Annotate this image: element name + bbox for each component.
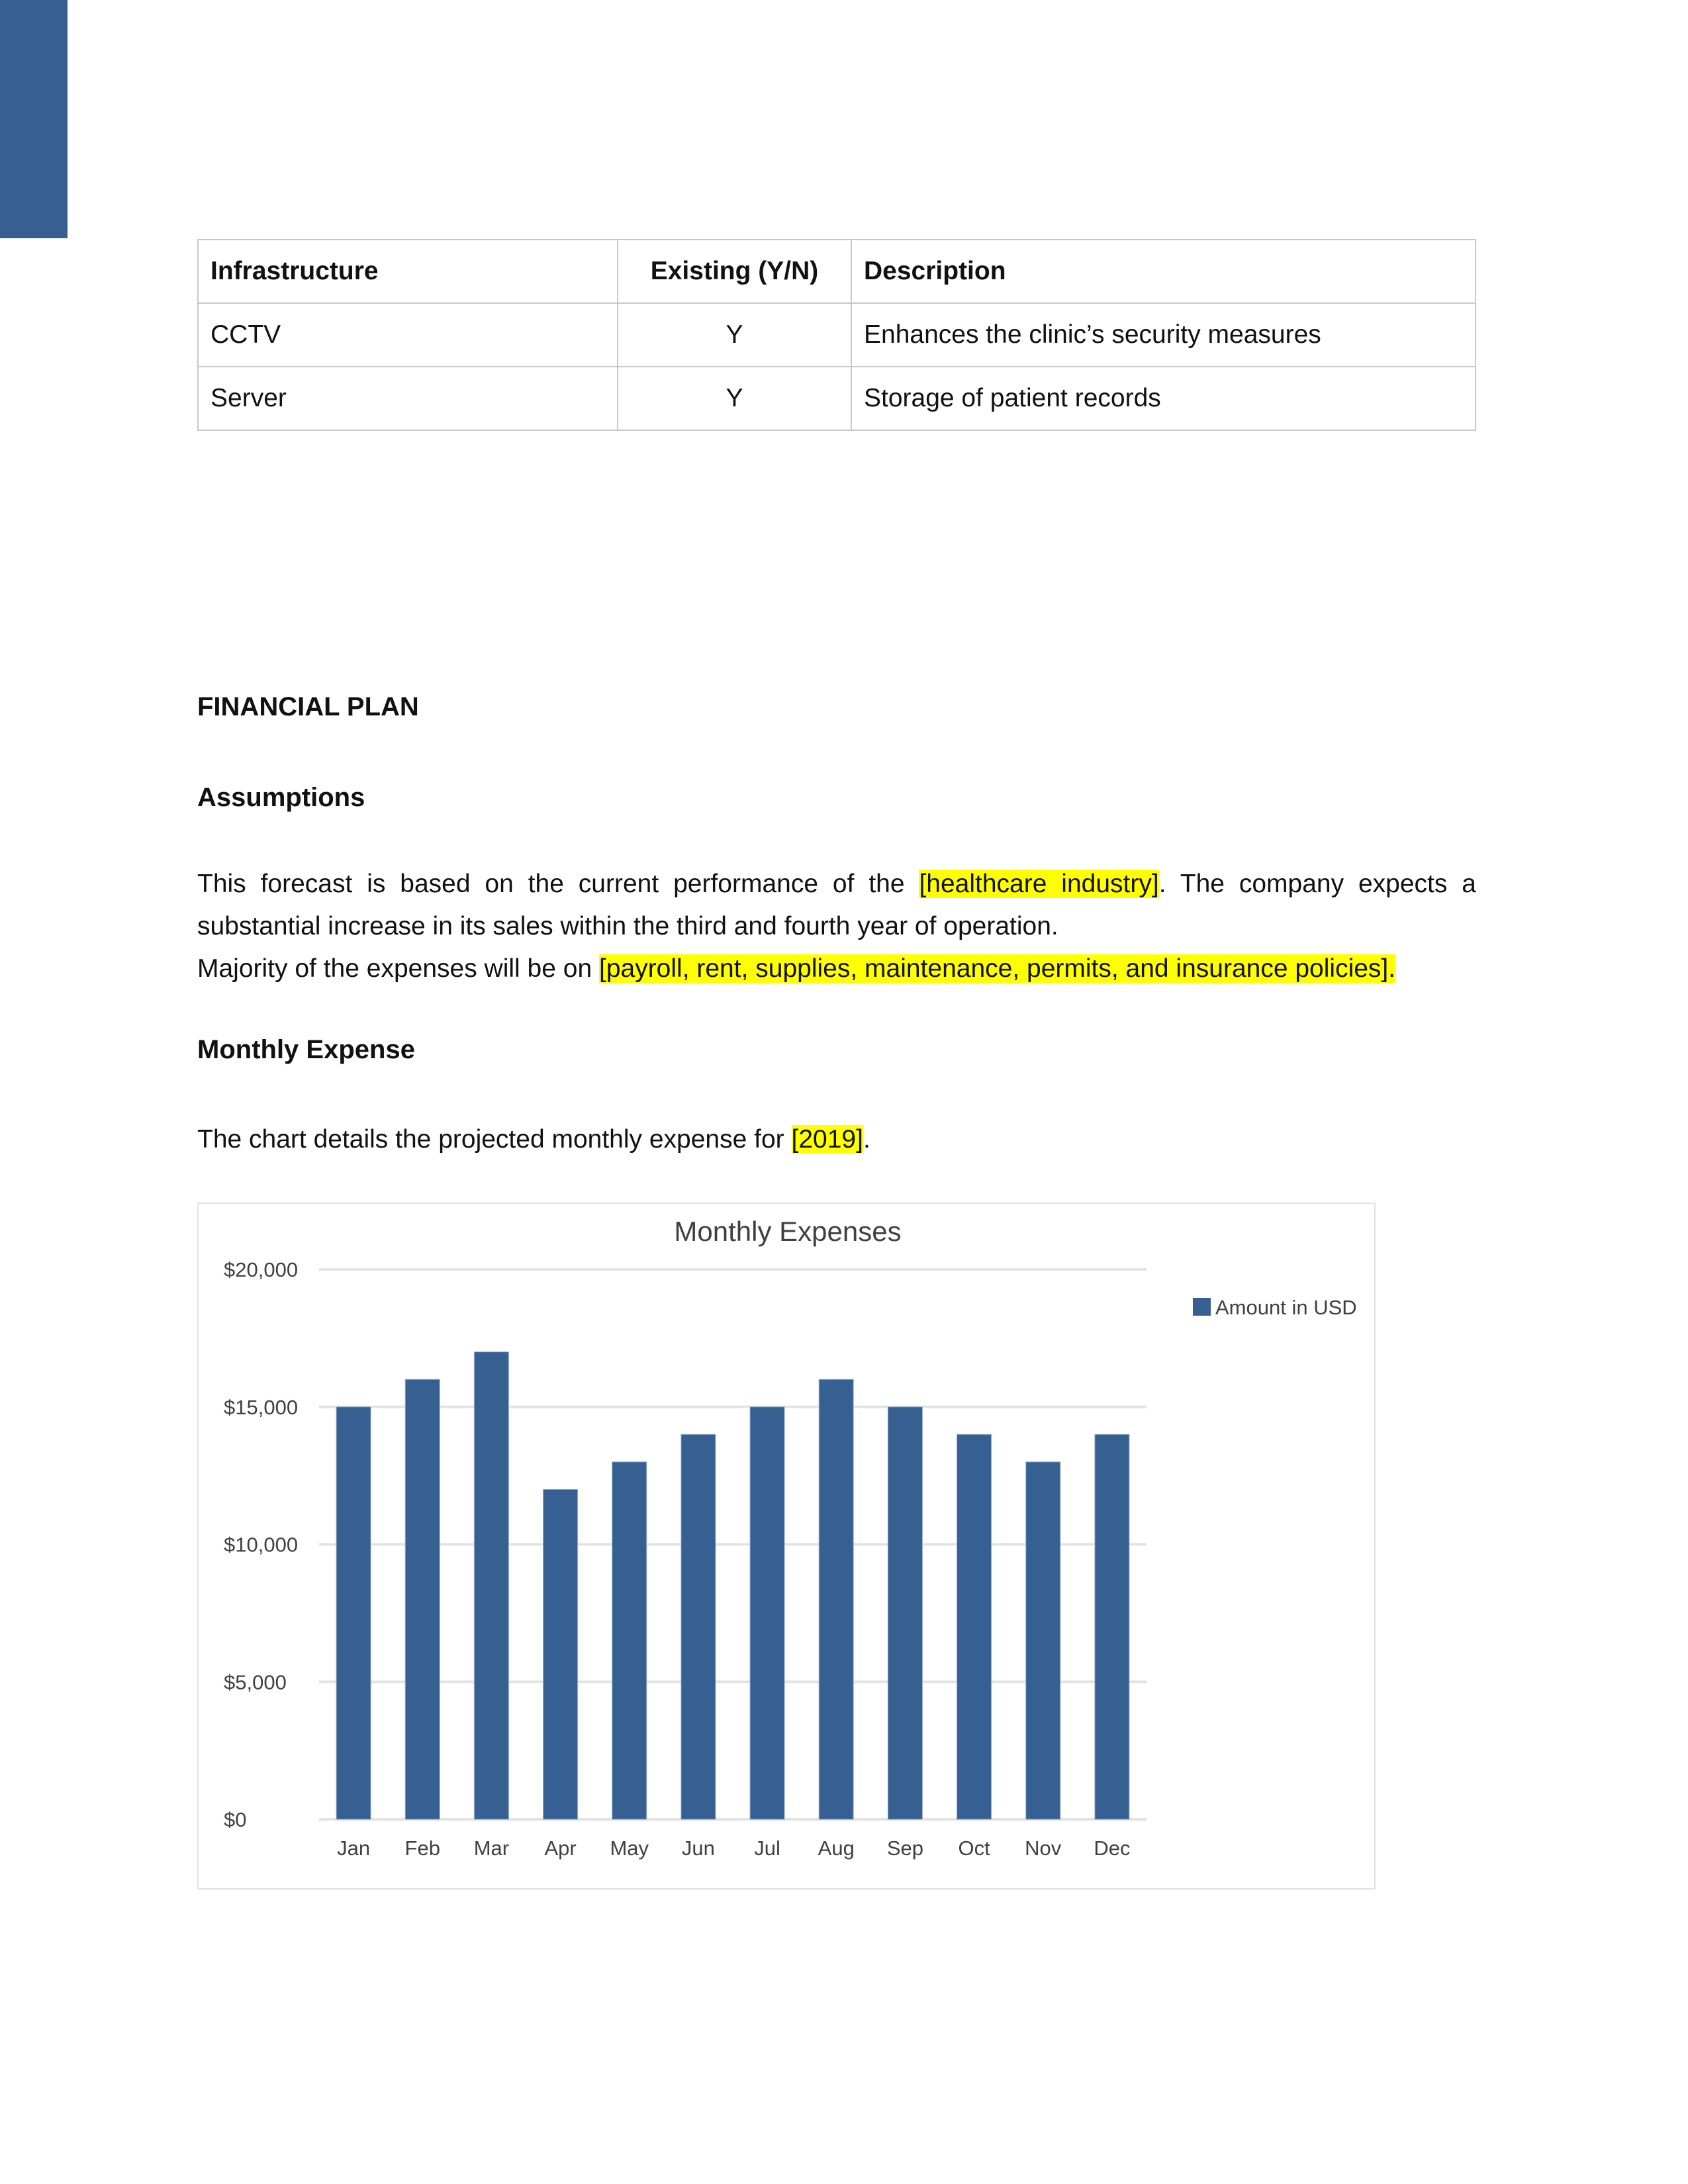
table-row — [198, 367, 1476, 430]
monthly-expenses-chart — [197, 1203, 1376, 1889]
y-axis-ticks — [224, 1258, 298, 1831]
bar — [1095, 1434, 1129, 1819]
x-tick-label: Jan — [337, 1837, 371, 1860]
text: . — [863, 1125, 870, 1154]
x-axis-ticks — [337, 1837, 1130, 1860]
bar — [681, 1434, 716, 1819]
y-tick-label: $15,000 — [224, 1395, 299, 1419]
x-tick-label: May — [610, 1837, 649, 1860]
text: . The company expects a — [1158, 870, 1476, 898]
bar — [888, 1407, 922, 1819]
cell-existing: Y — [618, 367, 851, 430]
cell-infrastructure: CCTV — [198, 303, 618, 367]
monthly-expense-text — [197, 1118, 1476, 1161]
bar — [957, 1434, 992, 1819]
assumptions-heading: Assumptions — [197, 783, 365, 812]
y-tick-label: $20,000 — [224, 1258, 299, 1281]
legend-swatch — [1193, 1298, 1211, 1316]
text: This forecast is based on the current performance of the — [197, 870, 919, 898]
x-tick-label: Feb — [404, 1837, 440, 1860]
chart-svg — [199, 1204, 1377, 1891]
legend — [1193, 1296, 1357, 1319]
assumptions-line-2: substantial increase in its sales within the third and fourth year of operation. — [197, 912, 1058, 940]
bar — [543, 1489, 578, 1819]
cell-infrastructure: Server — [198, 367, 618, 430]
bars — [336, 1352, 1129, 1819]
section-title: FINANCIAL PLAN — [197, 692, 419, 721]
bar — [474, 1352, 508, 1819]
table-header-row — [198, 240, 1476, 303]
cell-existing: Y — [618, 303, 851, 367]
x-tick-label: Nov — [1025, 1837, 1062, 1860]
bar — [1026, 1462, 1060, 1819]
bar — [405, 1379, 440, 1819]
bar — [819, 1379, 853, 1819]
chart-title: Monthly Expenses — [674, 1216, 902, 1247]
header-existing: Existing (Y/N) — [618, 240, 851, 303]
cell-description: Storage of patient records — [851, 367, 1476, 430]
legend-label: Amount in USD — [1215, 1296, 1357, 1319]
x-tick-label: Sep — [886, 1837, 924, 1860]
header-description: Description — [851, 240, 1476, 303]
x-tick-label: Dec — [1094, 1837, 1131, 1860]
bar — [336, 1407, 371, 1819]
text: Majority of the expenses will be on — [197, 954, 599, 983]
y-tick-label: $0 — [224, 1808, 247, 1831]
assumptions-line-1 — [197, 863, 1476, 905]
header-infrastructure: Infrastructure — [198, 240, 618, 303]
sidebar-accent-tab — [0, 0, 68, 238]
highlighted-placeholder: [payroll, rent, supplies, maintenance, permits, and insurance policies]. — [598, 954, 1396, 983]
highlighted-placeholder: [2019] — [791, 1125, 863, 1154]
x-tick-label: Oct — [958, 1837, 990, 1860]
bar — [612, 1462, 647, 1819]
y-tick-label: $10,000 — [224, 1533, 299, 1557]
x-tick-label: Jul — [754, 1837, 780, 1860]
y-tick-label: $5,000 — [224, 1670, 287, 1694]
x-tick-label: Apr — [544, 1837, 577, 1860]
text: The chart details the projected monthly expense for — [197, 1125, 792, 1154]
x-tick-label: Aug — [818, 1837, 855, 1860]
cell-description: Enhances the clinic’s security measures — [851, 303, 1476, 367]
x-tick-label: Jun — [681, 1837, 715, 1860]
monthly-expense-heading: Monthly Expense — [197, 1035, 415, 1064]
x-tick-label: Mar — [473, 1837, 510, 1860]
gridlines — [319, 1269, 1147, 1819]
assumptions-line-3 — [197, 948, 1476, 990]
highlighted-placeholder: [healthcare industry] — [919, 870, 1159, 898]
bar — [750, 1407, 784, 1819]
infrastructure-table — [197, 239, 1476, 431]
table-row — [198, 303, 1476, 367]
